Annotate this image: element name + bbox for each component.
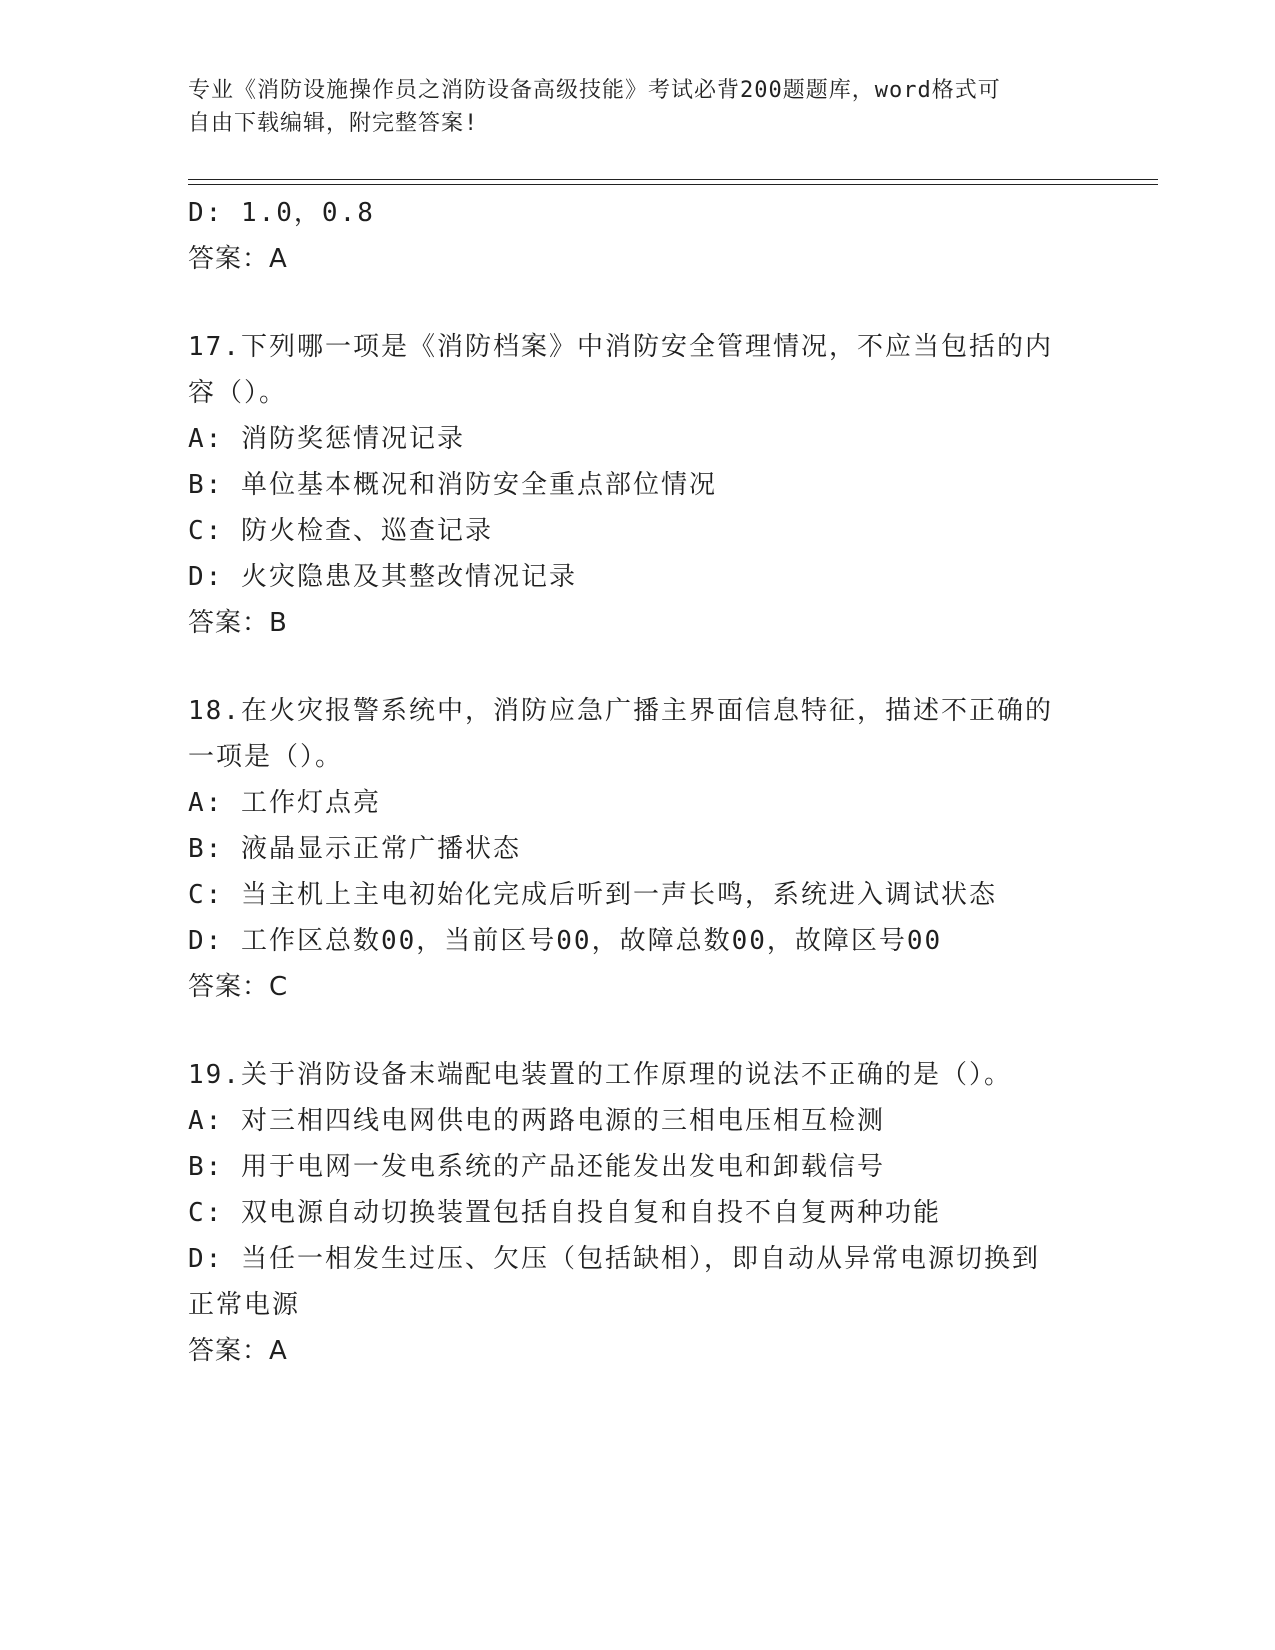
answer: 答案：B: [188, 608, 288, 638]
header-line-1: 专业《消防设施操作员之消防设备高级技能》考试必背200题题库，word格式可: [188, 78, 1001, 103]
question-stem: 19.关于消防设备末端配电装置的工作原理的说法不正确的是（）。: [188, 1060, 1012, 1090]
spacer: [188, 282, 1088, 324]
option-a: A: 消防奖惩情况记录: [188, 424, 465, 454]
option-d-cont: 正常电源: [188, 1290, 301, 1320]
option-c: C: 双电源自动切换装置包括自投自复和自投不自复两种功能: [188, 1198, 941, 1228]
question-19: [188, 1052, 1088, 1374]
option-d: D: 当任一相发生过压、欠压（包括缺相），即自动从异常电源切换到: [188, 1244, 1040, 1274]
question-stem-cont: 容（）。: [188, 378, 288, 408]
option-d: D: 火灾隐患及其整改情况记录: [188, 562, 577, 592]
option-a: A: 对三相四线电网供电的两路电源的三相电压相互检测: [188, 1106, 885, 1136]
question-stem: 17.下列哪一项是《消防档案》中消防安全管理情况，不应当包括的内: [188, 332, 1053, 362]
question-stem: 18.在火灾报警系统中，消防应急广播主界面信息特征，描述不正确的: [188, 696, 1053, 726]
header-divider-bottom: [188, 184, 1158, 185]
question-content: [188, 190, 1088, 1374]
prev-option-d: D: 1.0，0.8: [188, 198, 375, 228]
option-d: D: 工作区总数00，当前区号00，故障总数00，故障区号00: [188, 926, 943, 956]
option-a: A: 工作灯点亮: [188, 788, 381, 818]
option-b: B: 单位基本概况和消防安全重点部位情况: [188, 470, 717, 500]
header-line-2: 自由下载编辑，附完整答案!: [188, 111, 479, 136]
option-c: C: 防火检查、巡查记录: [188, 516, 493, 546]
option-b: B: 液晶显示正常广播状态: [188, 834, 521, 864]
header-divider-top: [188, 179, 1158, 180]
question-17: [188, 324, 1088, 646]
page-header: [188, 74, 1088, 140]
prev-answer: 答案：A: [188, 244, 288, 274]
spacer: [188, 1010, 1088, 1052]
spacer: [188, 646, 1088, 688]
question-stem-cont: 一项是（）。: [188, 742, 344, 772]
question-18: [188, 688, 1088, 1010]
answer: 答案：A: [188, 1336, 288, 1366]
option-c: C: 当主机上主电初始化完成后听到一声长鸣，系统进入调试状态: [188, 880, 997, 910]
answer: 答案：C: [188, 972, 289, 1002]
option-b: B: 用于电网一发电系统的产品还能发出发电和卸载信号: [188, 1152, 885, 1182]
